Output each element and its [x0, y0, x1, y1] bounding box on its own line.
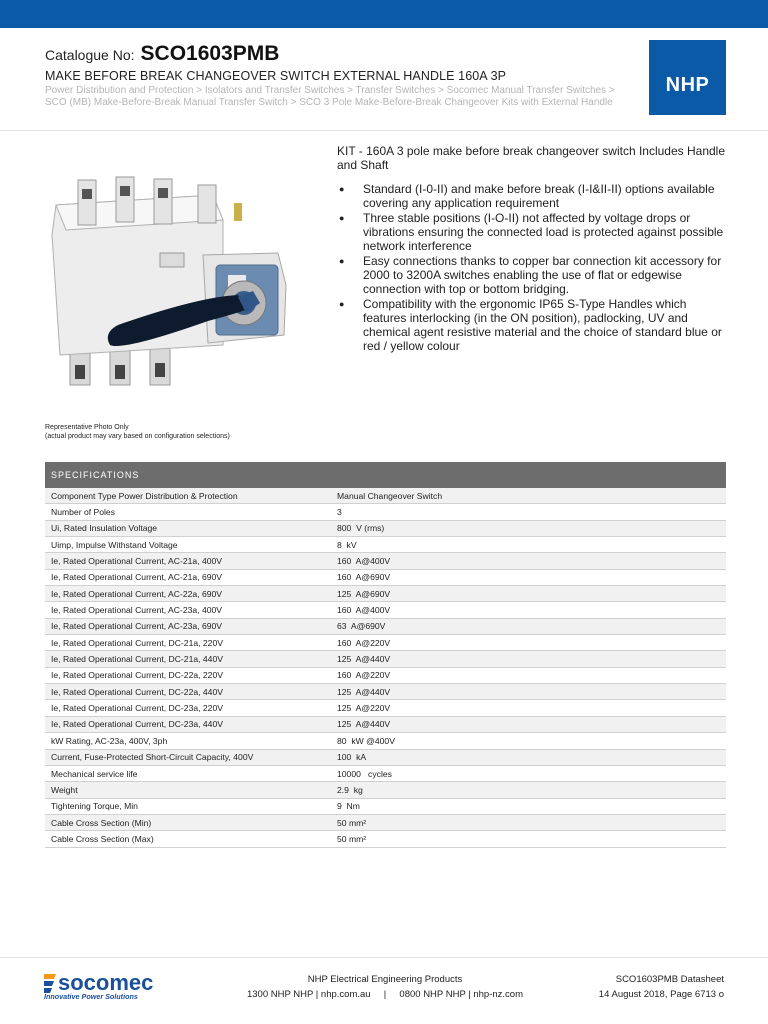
photo-note-line: Representative Photo Only	[45, 424, 129, 431]
product-description	[337, 144, 729, 354]
feature-item: ● Standard (I-0-II) and make before break (I-I&II-II) options available covering any application requirement	[337, 182, 729, 210]
catalogue-label: Catalogue No:	[45, 47, 135, 63]
socomec-wordmark: socomec	[58, 970, 154, 995]
spec-key: Ie, Rated Operational Current, AC-23a, 400V	[51, 605, 223, 616]
photo-note-line: (actual product may vary based on configuration selections)	[45, 433, 230, 440]
spec-key: Current, Fuse-Protected Short-Circuit Capacity, 400V	[51, 752, 254, 763]
spec-row	[45, 799, 726, 815]
spec-row	[45, 750, 726, 766]
breadcrumb-item[interactable]: Power Distribution and Protection	[45, 85, 194, 96]
spec-value: 100 kA	[337, 752, 367, 763]
breadcrumb-item[interactable]: > Socomec Manual Transfer Switches	[435, 85, 607, 96]
spec-row	[45, 635, 726, 651]
footer-divider	[0, 957, 768, 958]
spec-key: Number of Poles	[51, 507, 116, 518]
spec-row	[45, 537, 726, 553]
spec-key: Cable Cross Section (Min)	[51, 817, 152, 828]
spec-key: Ie, Rated Operational Current, DC-23a, 440V	[51, 719, 223, 730]
spec-value: 50 mm²	[337, 833, 367, 844]
page-header	[45, 42, 615, 109]
spec-row	[45, 488, 726, 504]
spec-row	[45, 586, 726, 602]
spec-row	[45, 815, 726, 831]
spec-value: 160 A@220V	[337, 670, 391, 681]
spec-value: 8 kV	[337, 539, 357, 550]
spec-key: Ie, Rated Operational Current, AC-22a, 690V	[51, 588, 223, 599]
spec-value: 2.9 kg	[337, 784, 363, 795]
nhp-logo	[649, 40, 726, 115]
spec-row	[45, 651, 726, 667]
spec-key: Ie, Rated Operational Current, AC-21a, 690V	[51, 572, 223, 583]
spec-value: 80 kW @400V	[337, 735, 395, 746]
specifications-heading: SPECIFICATIONS	[45, 462, 726, 488]
spec-key: Ie, Rated Operational Current, DC-23a, 220V	[51, 703, 223, 714]
spec-key: Ui, Rated Insulation Voltage	[51, 523, 158, 534]
footer-phone-links[interactable]: 1300 NHP NHP | nhp.com.au | 0800 NHP NHP | nhp-nz.com	[246, 989, 523, 1000]
product-title: MAKE BEFORE BREAK CHANGEOVER SWITCH EXTERNAL HANDLE 160A 3P	[45, 69, 507, 83]
footer-contact	[230, 972, 540, 1002]
spec-value: 160 A@690V	[337, 572, 391, 583]
specifications-table	[45, 462, 726, 848]
spec-key: Cable Cross Section (Max)	[51, 833, 154, 844]
footer-date-page: 14 August 2018, Page 6713 o	[598, 989, 724, 1000]
breadcrumb	[45, 85, 615, 109]
spec-row	[45, 619, 726, 635]
socomec-tagline: Innovative Power Solutions	[44, 992, 138, 1000]
spec-key: Tightening Torque, Min	[51, 801, 138, 812]
header-divider	[0, 130, 768, 131]
photo-note	[45, 423, 230, 441]
feature-item: ● Easy connections thanks to copper bar connection kit accessory for 2000 to 3200A switches enabling the use of flat or edgewise connection with top or bottom bridging.	[337, 254, 729, 296]
spec-value: 125 A@440V	[337, 719, 391, 730]
catalogue-number: SCO1603PMB	[140, 42, 280, 65]
spec-row	[45, 570, 726, 586]
specifications-rows	[45, 488, 726, 848]
socomec-mark-icon	[44, 974, 56, 993]
spec-value: 800 V (rms)	[337, 523, 385, 534]
spec-row	[45, 700, 726, 716]
feature-item: ● Three stable positions (I-O-II) not affected by voltage drops or vibrations ensuring the connected load is protected against possible network interference	[337, 211, 729, 253]
nhp-logo-text: NHP	[665, 74, 710, 96]
spec-value: 10000 cycles	[337, 768, 392, 779]
feature-item: ● Compatibility with the ergonomic IP65 S-Type Handles which features interlocking (in the ON position), padlocking, UV and chemical agent resistive material and the choice of standard blue or red / yellow colour	[337, 297, 729, 353]
spec-row	[45, 602, 726, 618]
spec-value: 9 Nm	[337, 801, 360, 812]
spec-key: Ie, Rated Operational Current, AC-21a, 400V	[51, 556, 223, 567]
spec-value: 50 mm²	[337, 817, 367, 828]
spec-row	[45, 782, 726, 798]
spec-row	[45, 717, 726, 733]
spec-row	[45, 668, 726, 684]
spec-row	[45, 521, 726, 537]
spec-row	[45, 733, 726, 749]
spec-key: Mechanical service life	[51, 768, 138, 779]
spec-key: Uimp, Impulse Withstand Voltage	[51, 539, 178, 550]
top-brand-bar	[0, 0, 768, 28]
socomec-logo	[44, 970, 194, 1000]
footer-document-info	[560, 972, 724, 1002]
spec-value: 63 A@690V	[337, 621, 386, 632]
spec-row	[45, 684, 726, 700]
footer-datasheet-title: SCO1603PMB Datasheet	[615, 974, 724, 985]
spec-row	[45, 504, 726, 520]
description-intro: KIT - 160A 3 pole make before break changeover switch Includes Handle and Shaft	[337, 144, 726, 172]
breadcrumb-item[interactable]: > Transfer Switches	[344, 85, 436, 96]
spec-value: Manual Changeover Switch	[337, 490, 443, 501]
footer-company: NHP Electrical Engineering Products	[307, 974, 463, 985]
spec-value: 160 A@220V	[337, 637, 391, 648]
spec-key: Ie, Rated Operational Current, DC-21a, 220V	[51, 637, 223, 648]
feature-list	[337, 182, 729, 353]
spec-key: Component Type Power Distribution & Protection	[51, 490, 238, 501]
spec-value: 125 A@440V	[337, 654, 391, 665]
spec-row	[45, 831, 726, 847]
breadcrumb-item[interactable]: > SCO 3 Pole Make-Before-Break Changeover Kits with External Handle	[287, 97, 613, 108]
catalogue-line	[45, 42, 615, 66]
breadcrumb-item[interactable]: > Isolators and Transfer Switches	[193, 85, 345, 96]
spec-key: Ie, Rated Operational Current, AC-23a, 690V	[51, 621, 223, 632]
breadcrumb-item[interactable]: > SCO (MB) Make-Before-Break Manual Transfer Switch	[45, 85, 615, 108]
spec-key: kW Rating, AC-23a, 400V, 3ph	[51, 735, 168, 746]
spec-key: Ie, Rated Operational Current, DC-22a, 220V	[51, 670, 223, 681]
spec-value: 3	[337, 507, 342, 518]
spec-value: 125 A@220V	[337, 703, 391, 714]
spec-row	[45, 553, 726, 569]
spec-key: Ie, Rated Operational Current, DC-21a, 440V	[51, 654, 223, 665]
spec-key: Weight	[51, 784, 78, 795]
spec-row	[45, 766, 726, 782]
spec-key: Ie, Rated Operational Current, DC-22a, 440V	[51, 686, 223, 697]
spec-value: 160 A@400V	[337, 556, 391, 567]
product-photo	[48, 175, 293, 390]
spec-value: 125 A@440V	[337, 686, 391, 697]
spec-value: 160 A@400V	[337, 605, 391, 616]
spec-value: 125 A@690V	[337, 588, 391, 599]
